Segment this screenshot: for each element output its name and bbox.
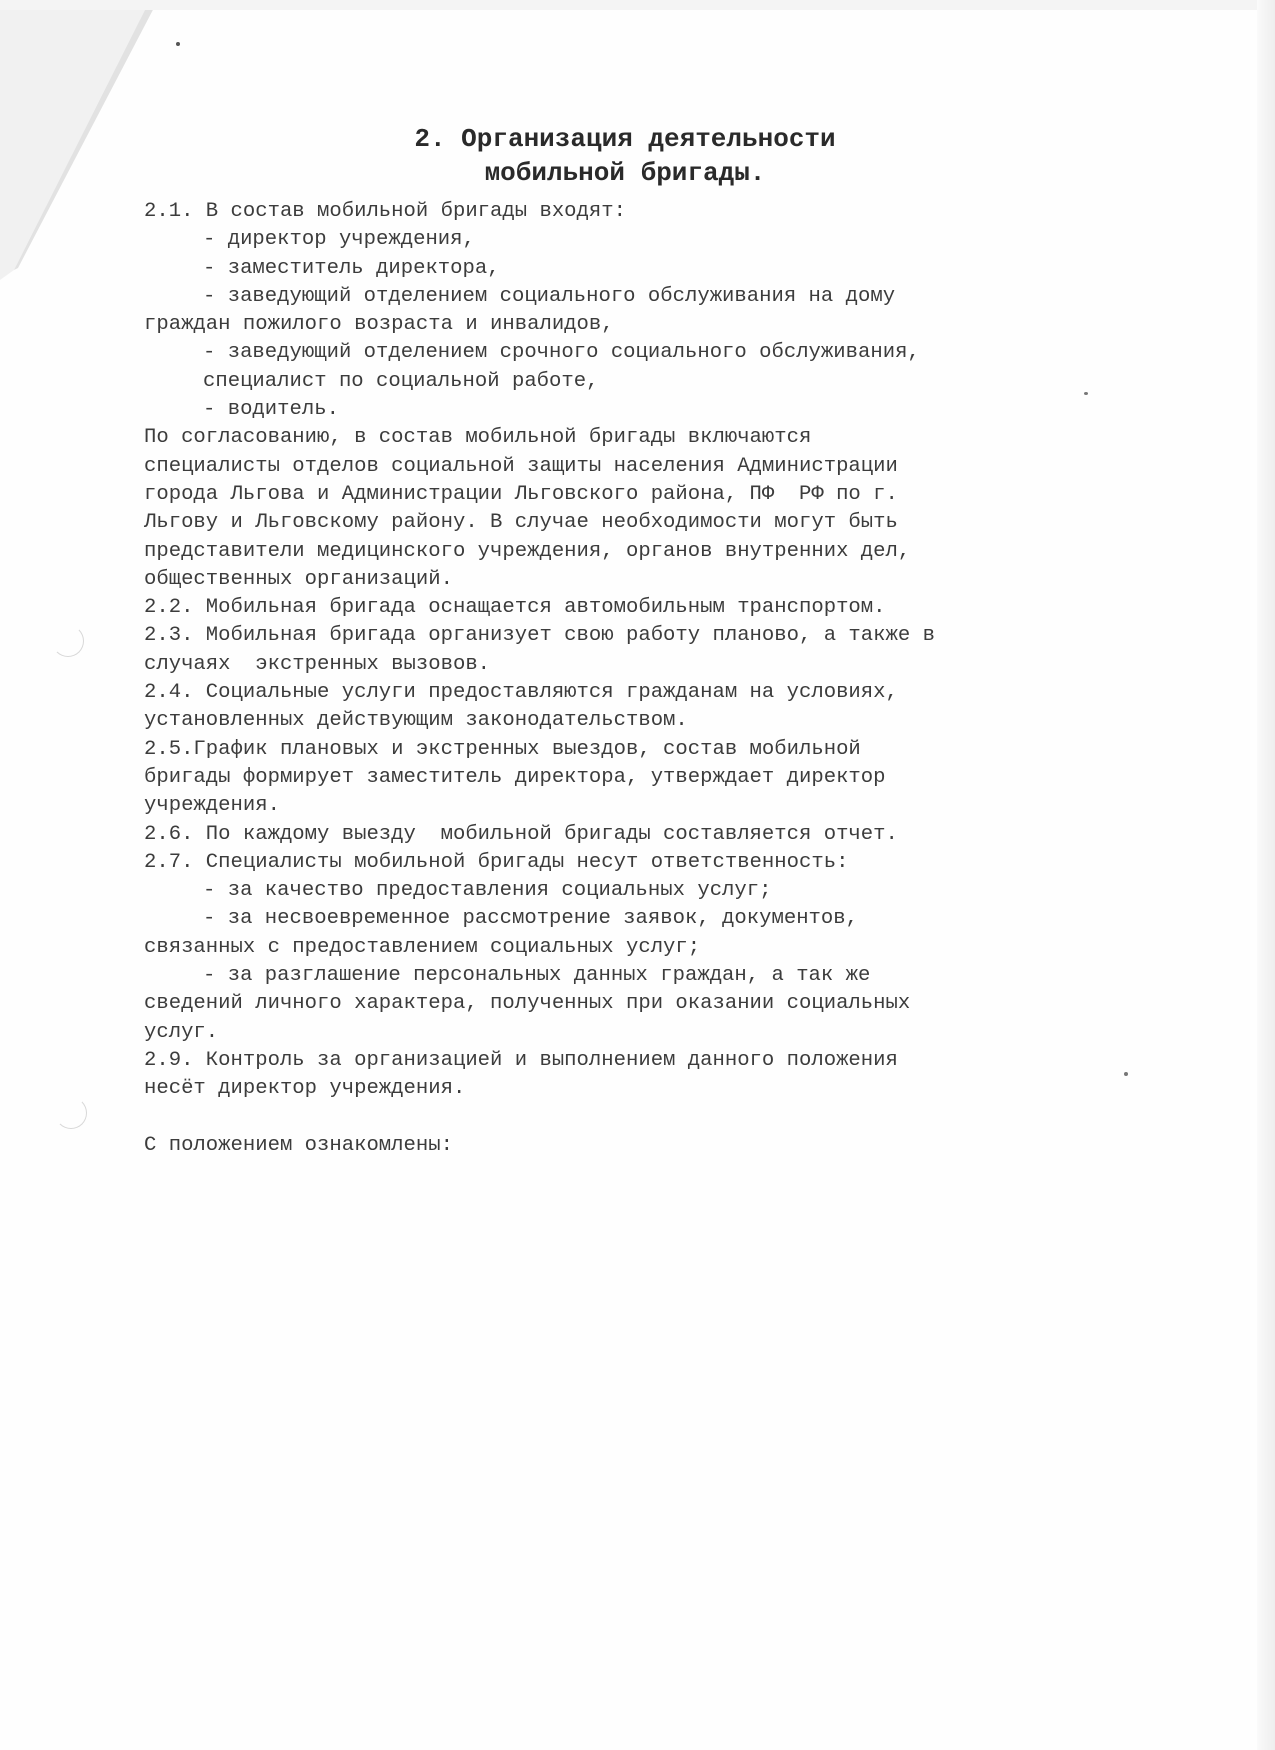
body-line: - заместитель директора, [203,256,500,280]
body-line: - заведующий отделением срочного социального обслуживания, [203,341,920,365]
body-line: учреждения. [144,794,280,818]
body-line: 2.3. Мобильная бригада организует свою работу планово, а также в [144,624,935,648]
body-line: общественных организаций. [144,567,453,591]
body-line: С положением ознакомлены: [144,1133,453,1157]
section-title [140,122,1110,190]
body-line: услуг. [144,1020,219,1044]
body-line: случаях экстренных вызовов. [144,652,491,676]
body-line: специалист по социальной работе, [203,369,599,393]
body-line: специалисты отделов социальной защиты населения Администрации [144,454,898,478]
body-line: 2.1. В состав мобильной бригады входят: [144,200,626,223]
document-body [144,198,1144,1160]
punch-hole-upper [52,625,84,657]
body-line: установленных действующим законодательством. [144,709,688,733]
body-line: - директор учреждения, [203,228,475,252]
body-line: представители медицинского учреждения, органов внутренних дел, [144,539,911,563]
body-line: бригады формирует заместитель директора, утверждает директор [144,765,886,789]
body-line: - за несвоевременное рассмотрение заявок, документов, [203,907,858,931]
body-line: 2.4. Социальные услуги предоставляются гражданам на условиях, [144,681,898,705]
body-line: - за качество предоставления социальных услуг; [203,879,772,903]
body-line: несёт директор учреждения. [144,1077,466,1101]
punch-hole-lower [55,1097,87,1129]
body-line: города Льгова и Администрации Льговского района, ПФ РФ по г. [144,482,898,506]
body-line: связанных с предоставлением социальных услуг; [144,935,701,959]
page-right-edge [1257,0,1275,1750]
body-line: - за разглашение персональных данных граждан, а так же [203,964,871,988]
body-line: По согласованию, в состав мобильной бригады включаются [144,426,812,450]
body-line: Льгову и Льговскому району. В случае необходимости могут быть [144,511,898,535]
body-line: 2.5.График плановых и экстренных выездов, состав мобильной [144,737,861,761]
body-line: 2.2. Мобильная бригада оснащается автомобильным транспортом. [144,596,886,620]
body-line: - заведующий отделением социального обслуживания на дому [203,284,896,308]
section-title-line-1: 2. Организация деятельности [414,124,836,154]
blank-line [144,1104,1144,1132]
body-line: 2.9. Контроль за организацией и выполнением данного положения [144,1048,898,1072]
section-title-line-2: мобильной бригады. [484,158,766,188]
body-line: 2.6. По каждому выезду мобильной бригады составляется отчет. [144,822,898,846]
scan-speck [176,42,180,46]
body-line: граждан пожилого возраста и инвалидов, [144,313,614,337]
body-line: сведений личного характера, полученных при оказании социальных [144,992,911,1016]
body-line: - водитель. [203,398,339,422]
body-line: 2.7. Специалисты мобильной бригады несут ответственность: [144,850,849,874]
